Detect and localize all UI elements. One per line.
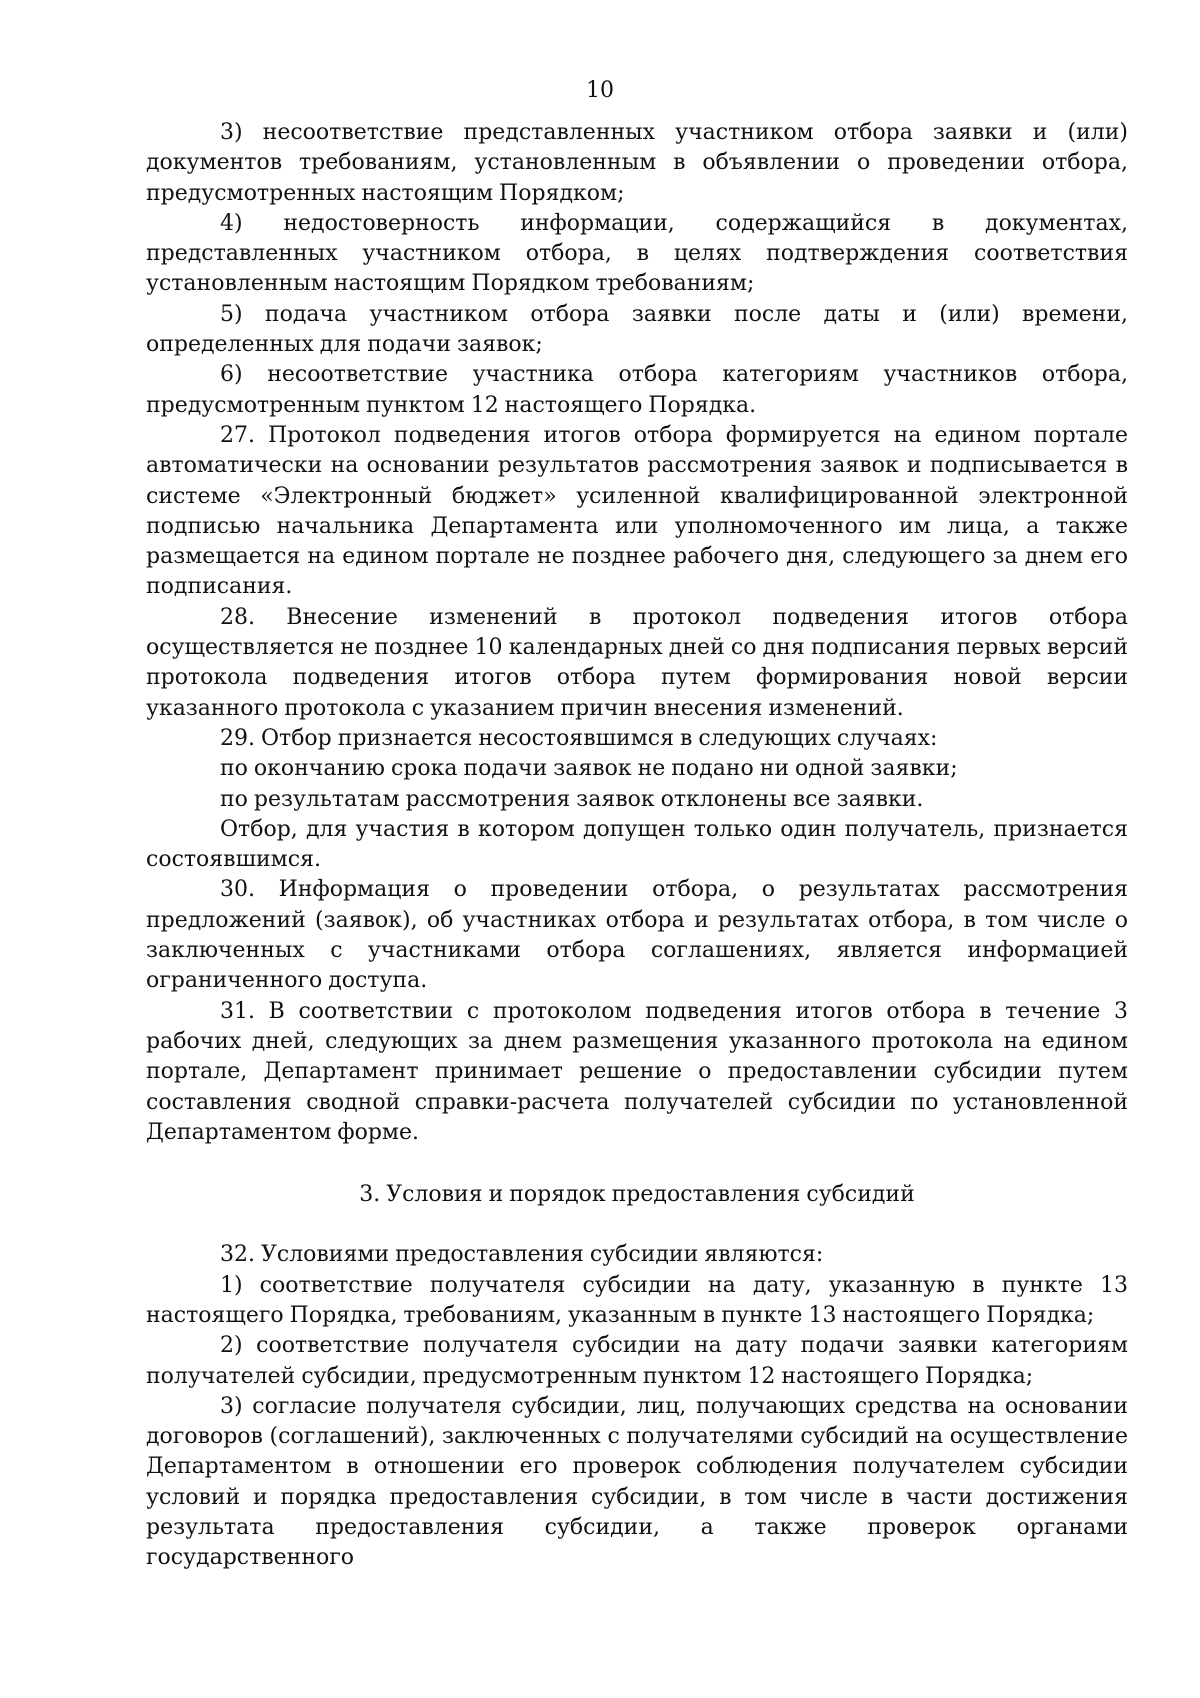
paragraph: по окончанию срока подачи заявок не подано ни одной заявки; <box>220 756 958 782</box>
paragraph: 2) соответствие получателя субсидии на дату подачи заявки категориям получателей субсидии, предусмотренным пунктом 12 настоящего Порядка; <box>146 1333 1128 1389</box>
paragraph: 29. Отбор признается несостоявшимся в следующих случаях: <box>220 725 938 751</box>
paragraph: 3) согласие получателя субсидии, лиц, получающих средства на основании договоров (соглашений), заключенных с получателями субсидий на осуществление Департаментом в отношении его проверок соблюдения получателем субсидии условий и порядка предоставления субсидии, в том числе в части достижения результата предоставления субсидии, а также проверок органами государственного <box>146 1393 1128 1571</box>
paragraph: 32. Условиями предоставления субсидии являются: <box>220 1242 824 1268</box>
page-number: 10 <box>586 78 614 103</box>
paragraph: 4) недостоверность информации, содержащийся в документах, представленных участником отбора, в целях подтверждения соответствия установленным настоящим Порядком требованиям; <box>146 210 1128 297</box>
paragraph: по результатам рассмотрения заявок отклонены все заявки. <box>220 786 924 812</box>
paragraph: 6) несоответствие участника отбора категориям участников отбора, предусмотренным пунктом 12 настоящего Порядка. <box>146 362 1128 418</box>
paragraph: 30. Информация о проведении отбора, о результатах рассмотрения предложений (заявок), об участниках отбора и результатах отбора, в том числе о заключенных с участниками отбора соглашениях, является информацией ограниченного доступа. <box>146 877 1128 994</box>
paragraph: 5) подача участником отбора заявки после даты и (или) времени, определенных для подачи заявок; <box>146 301 1128 358</box>
paragraph: 1) соответствие получателя субсидии на дату, указанную в пункте 13 настоящего Порядка, требованиям, указанным в пункте 13 настоящего Порядка; <box>146 1272 1128 1328</box>
paragraph: Отбор, для участия в котором допущен только один получатель, признается состоявшимся. <box>146 816 1128 873</box>
section-heading: 3. Условия и порядок предоставления субсидий <box>359 1182 915 1208</box>
paragraph: 3) несоответствие представленных участником отбора заявки и (или) документов требованиям, установленным в объявлении о проведении отбора, предусмотренных настоящим Порядком; <box>146 120 1128 206</box>
paragraph: 28. Внесение изменений в протокол подведения итогов отбора осуществляется не позднее 10 календарных дней со дня подписания первых версий протокола подведения итогов отбора путем формирования новой версии указанного протокола с указанием причин внесения изменений. <box>146 604 1128 721</box>
paragraph: 31. В соответствии с протоколом подведения итогов отбора в течение 3 рабочих дней, следующих за днем размещения указанного протокола на едином портале, Департамент принимает решение о предоставлении субсидии путем составления сводной справки-расчета получателей субсидии по установленной Департаментом форме. <box>146 998 1128 1145</box>
document-body <box>146 118 1128 1574</box>
paragraph: 27. Протокол подведения итогов отбора формируется на едином портале автоматически на основании результатов рассмотрения заявок и подписывается в системе «Электронный бюджет» усиленной квалифицированной электронной подписью начальника Департамента или уполномоченного им лица, а также размещается на едином портале не позднее рабочего дня, следующего за днем его подписания. <box>146 422 1128 600</box>
